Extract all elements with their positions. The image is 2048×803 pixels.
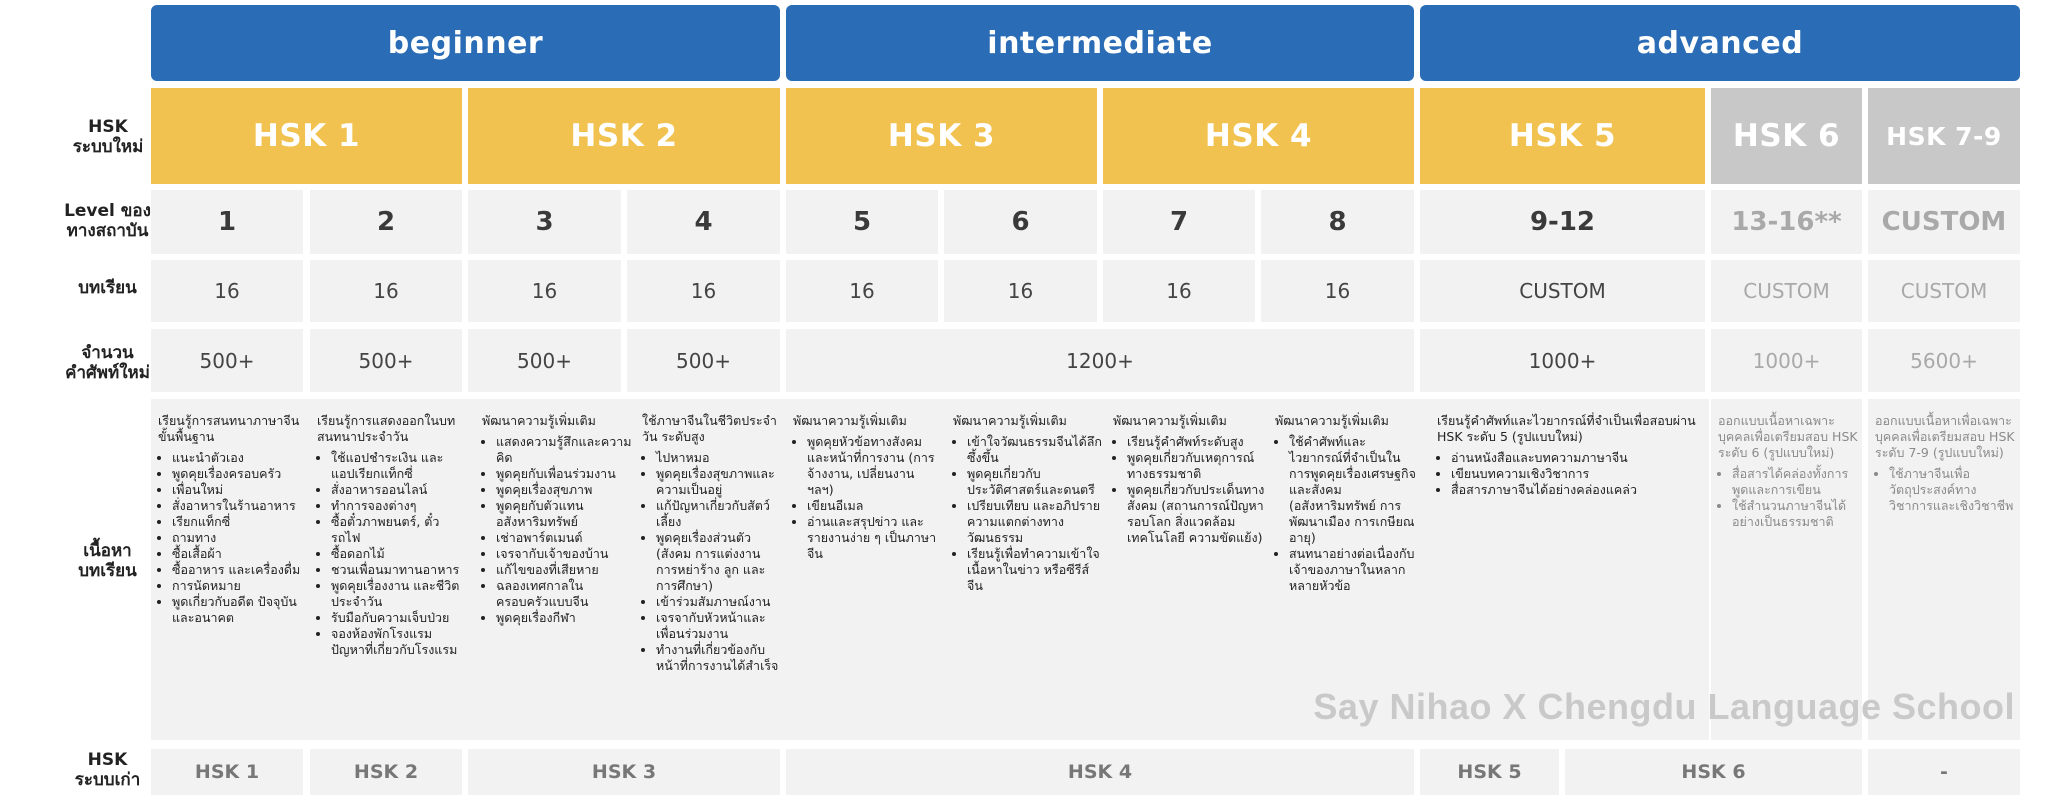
hsk-old-cell: HSK 2 bbox=[310, 749, 462, 795]
lessons-cell: CUSTOM bbox=[1420, 260, 1705, 322]
lessons-cell: 16 bbox=[310, 260, 462, 322]
lessons-cell: CUSTOM bbox=[1711, 260, 1862, 322]
lessons-cell: 16 bbox=[944, 260, 1097, 322]
hsk-old-cell: HSK 6 bbox=[1565, 749, 1862, 795]
lessons-cell: 16 bbox=[468, 260, 621, 322]
lessons-cell: CUSTOM bbox=[1868, 260, 2020, 322]
content-cell-level-8: พัฒนาความรู้เพิ่มเติม • ใช้คำศัพท์และไวยากรณ์ที่จำเป็นในการพูดคุยเรื่องเศรษฐกิจและสังคม (อสังหาริมทรัพย์ การพัฒนาเมือง การเกษียณอายุ) • สนทนาอย่างต่อเนื่องกับเจ้าของภาษาในหลากหลายหัวข้อ bbox=[1268, 399, 1423, 740]
vocab-cell: 1000+ bbox=[1711, 329, 1862, 392]
level-cell: 8 bbox=[1261, 190, 1414, 254]
content-cell-level-2: เรียนรู้การแสดงออกในบทสนทนาประจำวัน • ใช้แอปชำระเงิน และแอปเรียกแท็กซี่ • สั่งอาหารออนไลน์ • ทำการจองต่างๆ • ซื้อตั๋วภาพยนตร์, ตั๋วรถไฟ • ซื้อดอกไม้ • ชวนเพื่อนมาทานอาหาร • พูดคุยเรื่องงาน และชีวิตประจำวัน • รับมือกับความเจ็บป่วย • จองห้องพักโรงแรม ปัญหาที่เกี่ยวกับโรงแรม bbox=[310, 399, 468, 740]
hsk-old-cell: HSK 5 bbox=[1420, 749, 1559, 795]
vocab-cell: 5600+ bbox=[1868, 329, 2020, 392]
content-cell-level-7: พัฒนาความรู้เพิ่มเติม • เรียนรู้คำศัพท์ระดับสูง • พูดคุยเกี่ยวกับเหตุการณ์ทางธรรมชาติ • พูดคุยเกี่ยวกับประเด็นทางสังคม (สถานการณ์ปัญหารอบโลก สิ่งแวดล้อม เทคโนโลยี ความขัดแย้ง) bbox=[1106, 399, 1269, 740]
lessons-cell: 16 bbox=[151, 260, 303, 322]
category-beginner: beginner bbox=[151, 5, 780, 81]
hsk-old-cell: HSK 1 bbox=[151, 749, 303, 795]
content-cell-level-6: พัฒนาความรู้เพิ่มเติม • เข้าใจวัฒนธรรมจีนได้ลึกซึ้งขึ้น • พูดคุยเกี่ยวกับประวัติศาสตร์และดนตรี • เปรียบเทียบ และอภิปรายความแตกต่างทางวัฒนธรรม • เรียนรู้เพื่อทำความเข้าใจเนื้อหาในข่าว หรือซีรีส์จีน bbox=[946, 399, 1106, 740]
row-label-content: เนื้อหา บทเรียน bbox=[78, 541, 137, 581]
level-cell: 4 bbox=[627, 190, 780, 254]
hsk-old-cell: - bbox=[1868, 749, 2020, 795]
row-label-old-hsk: HSK ระบบเก่า bbox=[74, 750, 141, 790]
lessons-cell: 16 bbox=[786, 260, 938, 322]
level-cell: 2 bbox=[310, 190, 462, 254]
content-cell-level-custom: ออกแบบเนื้อหาเพื่อเฉพาะบุคคลเพื่อเตรียมสอบ HSK ระดับ 7-9 (รูปแบบใหม่) • ใช้ภาษาจีนเพื่อวัตถุประสงค์ทางวิชาการและเชิงวิชาชีพ bbox=[1868, 399, 2020, 740]
vocab-cell: 500+ bbox=[151, 329, 303, 392]
content-cell-level-9-12: เรียนรู้คำศัพท์และไวยากรณ์ที่จำเป็นเพื่อสอบผ่าน HSK ระดับ 5 (รูปแบบใหม่) • อ่านหนังสือและบทความภาษาจีน • เขียนบทความเชิงวิชาการ • สื่อสารภาษาจีนได้อย่างคล่องแคล่ว bbox=[1430, 399, 1711, 740]
level-cell: 5 bbox=[786, 190, 938, 254]
level-cell: 7 bbox=[1103, 190, 1255, 254]
vocab-cell: 500+ bbox=[627, 329, 780, 392]
school-watermark: Say Nihao X Chengdu Language School bbox=[1313, 686, 2015, 727]
hsk-old-cell: HSK 4 bbox=[786, 749, 1414, 795]
level-cell: 1 bbox=[151, 190, 303, 254]
hsk-new-6: HSK 6 bbox=[1711, 88, 1862, 184]
level-cell: 9-12 bbox=[1420, 190, 1705, 254]
hsk-new-1: HSK 1 bbox=[151, 88, 462, 184]
category-advanced: advanced bbox=[1420, 5, 2020, 81]
content-cell-level-13-16: ออกแบบเนื้อหาเฉพาะบุคคลเพื่อเตรียมสอบ HSK ระดับ 6 (รูปแบบใหม่) • สื่อสารได้คล่องทั้งการพูดและการเขียน • ใช้สำนวนภาษาจีนได้อย่างเป็นธรรมชาติ bbox=[1711, 399, 1862, 740]
lessons-cell: 16 bbox=[627, 260, 780, 322]
content-cell-level-3: พัฒนาความรู้เพิ่มเติม • แสดงความรู้สึกและความคิด • พูดคุยกับเพื่อนร่วมงาน • พูดคุยเรื่องสุขภาพ • พูดคุยกับตัวแทนอสังหาริมทรัพย์ • เช่าอพาร์ตเมนต์ • เจรจากับเจ้าของบ้าน • แก้ไขของที่เสียหาย • ฉลองเทศกาลในครอบครัวแบบจีน • พูดคุยเรื่องกีฬา bbox=[475, 399, 637, 740]
hsk-new-7-9: HSK 7-9 bbox=[1868, 88, 2020, 184]
hsk-new-2: HSK 2 bbox=[468, 88, 780, 184]
row-label-institute-level: Level ของ ทางสถาบัน bbox=[64, 201, 151, 241]
row-label-lessons: บทเรียน bbox=[78, 278, 137, 299]
content-cell-level-5: พัฒนาความรู้เพิ่มเติม • พูดคุยหัวข้อทางสังคม และหน้าที่การงาน (การจ้างงาน, เปลี่ยนงาน ฯลฯ) • เขียนอีเมล • อ่านและสรุปข่าว และรายงานง่าย ๆ เป็นภาษาจีน bbox=[786, 399, 946, 740]
hsk-new-4: HSK 4 bbox=[1103, 88, 1414, 184]
category-intermediate: intermediate bbox=[786, 5, 1414, 81]
level-cell: 3 bbox=[468, 190, 621, 254]
content-cell-level-1: เรียนรู้การสนทนาภาษาจีนขั้นพื้นฐาน • แนะนำตัวเอง • พูดคุยเรื่องครอบครัว • เพื่อนใหม่ • สั่งอาหารในร้านอาหาร • เรียกแท็กซี่ • ถามทาง • ซื้อเสื้อผ้า • ซื้ออาหาร และเครื่องดื่ม • การนัดหมาย • พูดเกี่ยวกับอดีต ปัจจุบัน และอนาคต bbox=[151, 399, 310, 740]
lessons-cell: 16 bbox=[1103, 260, 1255, 322]
hsk-new-5: HSK 5 bbox=[1420, 88, 1705, 184]
hsk-old-cell: HSK 3 bbox=[468, 749, 780, 795]
level-cell: CUSTOM bbox=[1868, 190, 2020, 254]
vocab-cell: 1200+ bbox=[786, 329, 1414, 392]
vocab-cell: 1000+ bbox=[1420, 329, 1705, 392]
vocab-cell: 500+ bbox=[468, 329, 621, 392]
row-label-new-hsk: HSK ระบบใหม่ bbox=[72, 117, 144, 157]
level-cell: 13-16** bbox=[1711, 190, 1862, 254]
content-cell-level-4: ใช้ภาษาจีนในชีวิตประจำวัน ระดับสูง • ไปหาหมอ • พูดคุยเรื่องสุขภาพและความเป็นอยู่ • แก้ปัญหาเกี่ยวกับสัตว์เลี้ยง • พูดคุยเรื่องส่วนตัว (สังคม การแต่งงาน การหย่าร้าง ลูก และการศึกษา) • เข้าร่วมสัมภาษณ์งาน • เจรจากับหัวหน้าและเพื่อนร่วมงาน • ทำงานที่เกี่ยวข้องกับหน้าที่การงานได้สำเร็จ bbox=[635, 399, 786, 740]
row-label-vocab: จำนวน คำศัพท์ใหม่ bbox=[65, 343, 150, 383]
vocab-cell: 500+ bbox=[310, 329, 462, 392]
lessons-cell: 16 bbox=[1261, 260, 1414, 322]
hsk-new-3: HSK 3 bbox=[786, 88, 1097, 184]
level-cell: 6 bbox=[944, 190, 1097, 254]
